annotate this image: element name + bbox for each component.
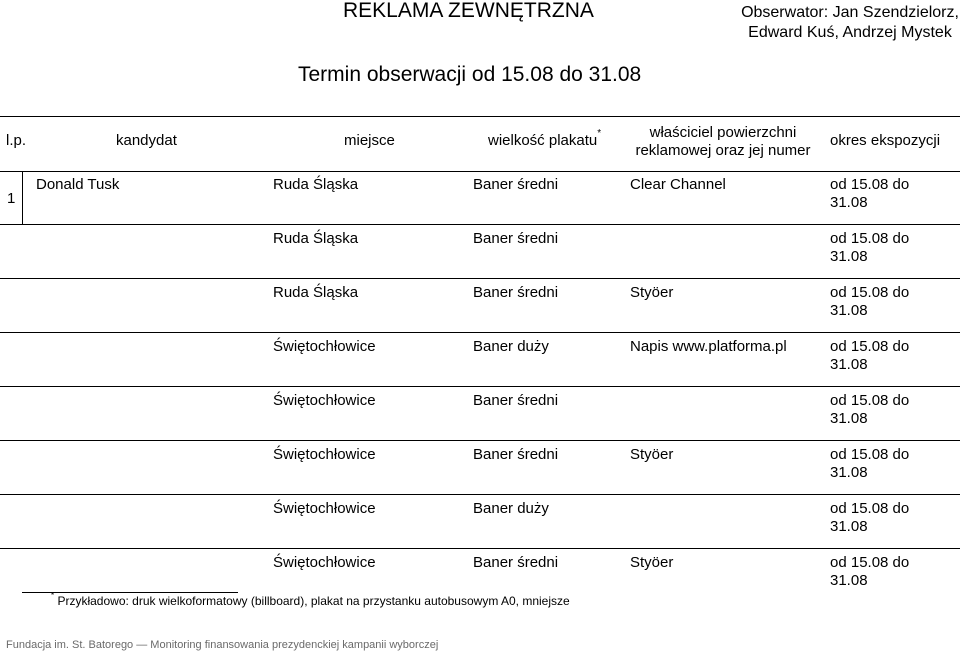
row-4-size: Baner duży [473,338,549,355]
observers-line-1: Obserwator: Jan Szendzielorz, [741,4,959,21]
row-divider [0,224,960,225]
row-7-size: Baner duży [473,500,549,517]
column-header-place: miejsce [344,132,395,149]
row-8-period [830,554,940,590]
column-header-owner-line-2: reklamowej oraz jej numer [635,142,811,159]
row-8-place: Świętochłowice [273,554,376,571]
row-6-size: Baner średni [473,446,559,463]
row-divider [0,332,960,333]
row-8-owner: Styöer [630,554,674,571]
column-header-candidate: kandydat [116,132,177,149]
row-6-period-line-1: od 15.08 do [830,446,910,463]
row-divider [0,494,960,495]
row-3-place: Ruda Śląska [273,284,359,301]
row-2-size: Baner średni [473,230,559,247]
observers [700,3,960,43]
row-2-period-line-2: 31.08 [830,248,868,265]
group-number: 1 [7,190,16,207]
row-1-candidate: Donald Tusk [36,176,120,193]
row-5-period [830,392,940,428]
row-8-period-line-2: 31.08 [830,572,868,589]
observation-term: Termin obserwacji od 15.08 do 31.08 [298,63,642,86]
footnote-separator [22,592,238,593]
row-2-place: Ruda Śląska [273,230,359,247]
row-6-owner: Styöer [630,446,674,463]
row-5-period-line-1: od 15.08 do [830,392,910,409]
row-8-size: Baner średni [473,554,559,571]
column-header-period: okres ekspozycji [830,132,941,149]
row-divider [0,386,960,387]
row-1-owner: Clear Channel [630,176,726,193]
table-top-border [0,116,960,117]
table-header-border [0,171,960,172]
row-6-period [830,446,940,482]
column-header-size [488,128,602,149]
row-4-owner: Napis www.platforma.pl [630,338,787,355]
row-1-size: Baner średni [473,176,559,193]
column-header-owner [628,124,818,160]
page-title: REKLAMA ZEWNĘTRZNA [343,0,594,22]
row-5-place: Świętochłowice [273,392,376,409]
row-divider [0,548,960,549]
row-6-period-line-2: 31.08 [830,464,868,481]
footnote-mark: * [51,591,55,600]
column-header-size-label: wielkość plakatu [488,132,598,149]
row-1-period-line-2: 31.08 [830,194,868,211]
row-3-period [830,284,940,320]
row-7-period-line-2: 31.08 [830,518,868,535]
row-8-period-line-1: od 15.08 do [830,554,910,571]
observers-line-2: Edward Kuś, Andrzej Mystek [748,24,952,41]
row-4-place: Świętochłowice [273,338,376,355]
row-1-place: Ruda Śląska [273,176,359,193]
row-7-period [830,500,940,536]
column-header-lp: l.p. [6,132,27,149]
row-3-owner: Styöer [630,284,674,301]
footnote-text: Przykładowo: druk wielkoformatowy (billboard), plakat na przystanku autobusowym A0, mniejsze [54,594,570,608]
row-3-period-line-1: od 15.08 do [830,284,910,301]
row-4-period [830,338,940,374]
row-4-period-line-2: 31.08 [830,356,868,373]
row-divider [0,278,960,279]
footnote [51,591,570,608]
row-1-period [830,176,940,212]
column-header-size-mark: * [597,128,602,139]
row-3-size: Baner średni [473,284,559,301]
row-3-period-line-2: 31.08 [830,302,868,319]
row-1-period-line-1: od 15.08 do [830,176,910,193]
row-5-period-line-2: 31.08 [830,410,868,427]
row-7-period-line-1: od 15.08 do [830,500,910,517]
row-7-place: Świętochłowice [273,500,376,517]
row-4-period-line-1: od 15.08 do [830,338,910,355]
row-divider [0,440,960,441]
row-2-period-line-1: od 15.08 do [830,230,910,247]
lp-column-border [22,171,23,225]
row-2-period [830,230,940,266]
column-header-owner-line-1: właściciel powierzchni [649,124,797,141]
page-footer: Fundacja im. St. Batorego — Monitoring finansowania prezydenckiej kampanii wyborczej [6,639,439,651]
row-5-size: Baner średni [473,392,559,409]
row-6-place: Świętochłowice [273,446,376,463]
